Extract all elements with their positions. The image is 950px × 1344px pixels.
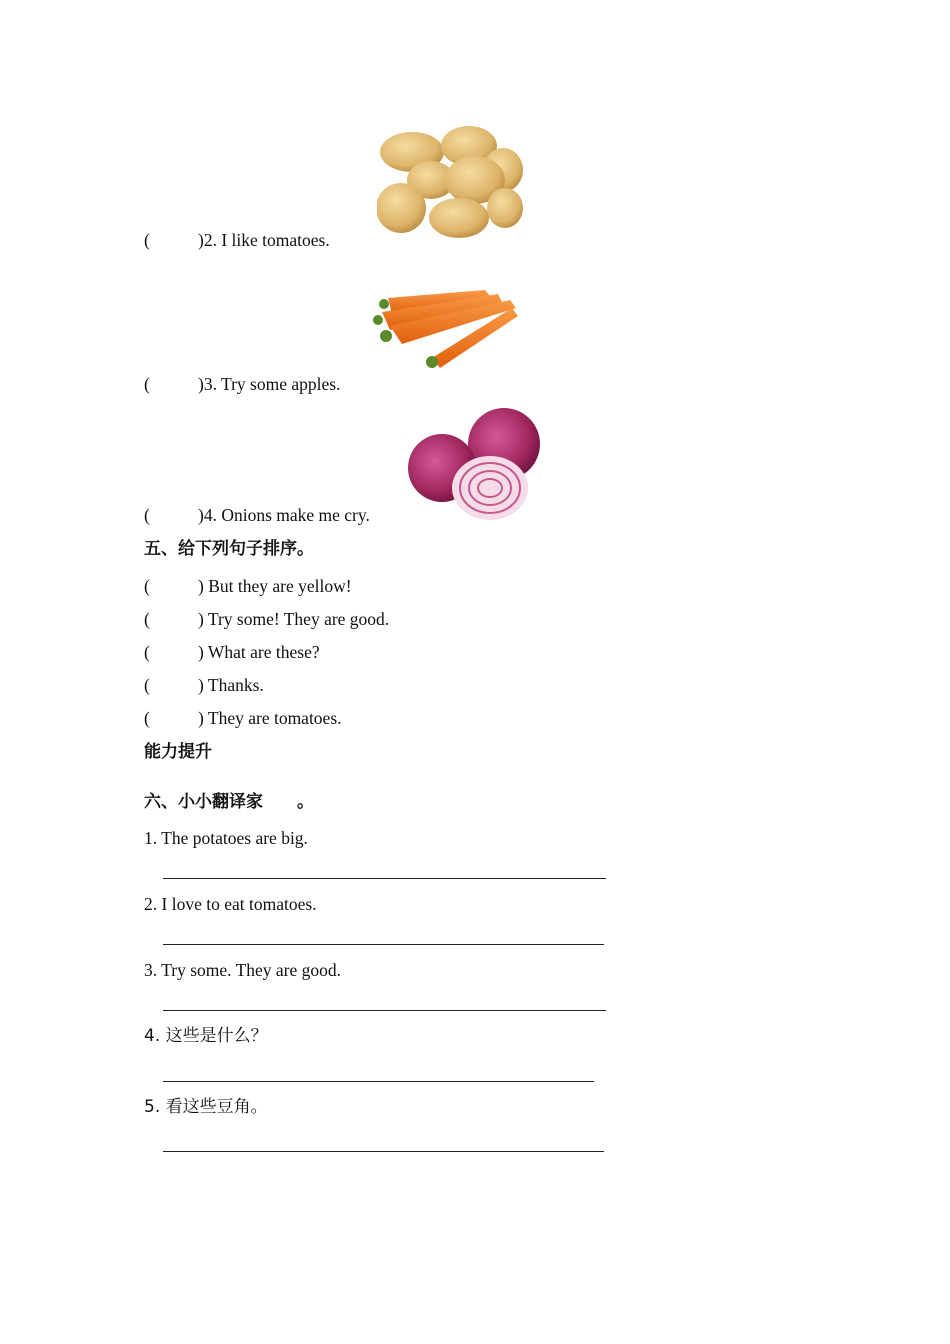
- order-item-text: ) They are tomatoes.: [198, 708, 342, 728]
- answer-paren: (: [144, 374, 150, 394]
- answer-line[interactable]: [163, 1010, 606, 1011]
- order-item-text: ) Try some! They are good.: [198, 609, 390, 629]
- answer-paren: (: [144, 609, 150, 629]
- potato: [487, 188, 523, 228]
- translate-item: 1. The potatoes are big.: [144, 828, 308, 848]
- potato: [429, 198, 489, 238]
- answer-paren: (: [144, 642, 150, 662]
- potato: [377, 183, 426, 233]
- order-item-text: ) But they are yellow!: [198, 576, 352, 596]
- answer-line[interactable]: [163, 1151, 604, 1152]
- section-6-title: 六、小小翻译家: [144, 792, 263, 812]
- section-6-heading: [144, 792, 314, 812]
- potatoes-image: [377, 124, 523, 242]
- carrots-image: [370, 282, 520, 372]
- match-item-text: )4. Onions make me cry.: [198, 505, 370, 525]
- answer-line[interactable]: [163, 878, 606, 879]
- order-item-text: ) Thanks.: [198, 675, 264, 695]
- section-5-heading: 五、给下列句子排序。: [144, 539, 314, 559]
- answer-line[interactable]: [163, 944, 604, 945]
- onion-half: [452, 456, 528, 520]
- translate-item: 2. I love to eat tomatoes.: [144, 894, 317, 914]
- translate-item: 5. 看这些豆角。: [144, 1097, 268, 1117]
- answer-line[interactable]: [163, 1081, 594, 1082]
- match-item-text: )3. Try some apples.: [198, 374, 341, 394]
- answer-paren: (: [144, 576, 150, 596]
- answer-paren: (: [144, 675, 150, 695]
- ability-heading: 能力提升: [144, 742, 212, 762]
- section-6-title-end: 。: [297, 792, 314, 812]
- translate-item: 3. Try some. They are good.: [144, 960, 342, 980]
- translate-item: 4. 这些是什么？: [144, 1026, 268, 1046]
- answer-paren: (: [144, 230, 150, 250]
- onions-image: [406, 404, 542, 522]
- answer-paren: (: [144, 708, 150, 728]
- match-item-text: )2. I like tomatoes.: [198, 230, 330, 250]
- order-item-text: ) What are these?: [198, 642, 320, 662]
- answer-paren: (: [144, 505, 150, 525]
